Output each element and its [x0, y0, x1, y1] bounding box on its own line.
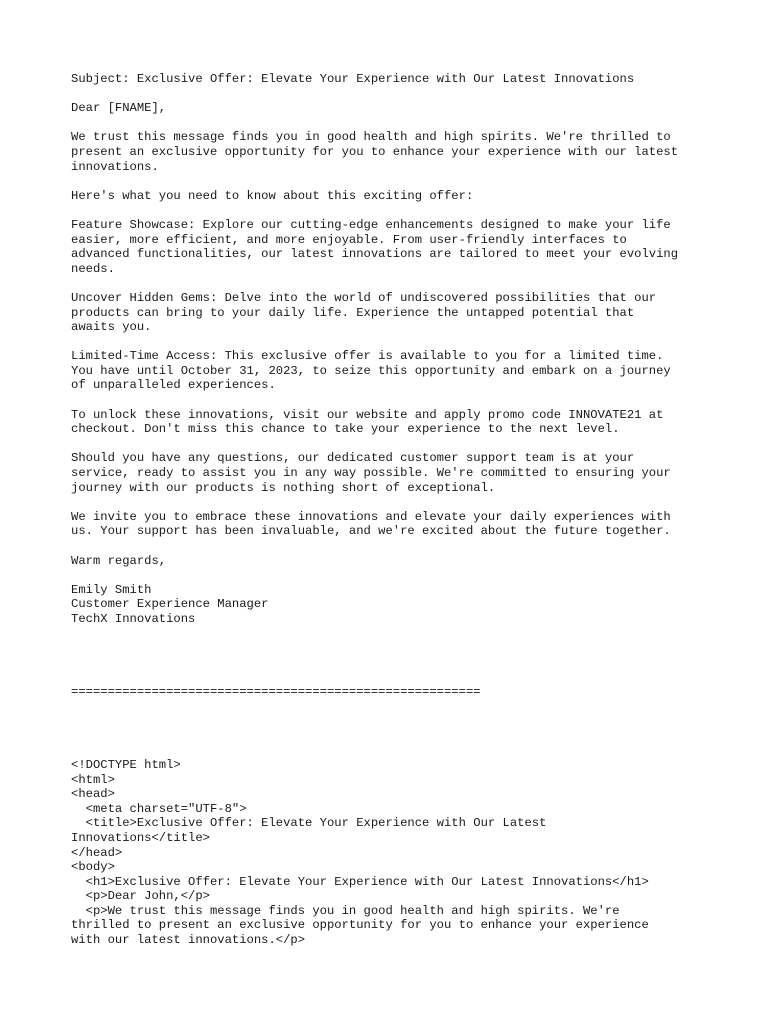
email-closing [71, 554, 711, 569]
code-line: <p>We trust this message finds you in good health and high spirits. We're [71, 903, 620, 918]
text-line: We invite you to embrace these innovations and elevate your daily experiences with [71, 509, 671, 524]
text-line: advanced functionalities, our latest innovations are tailored to meet your evolving [71, 247, 679, 262]
email-paragraph-feature-showcase [71, 218, 711, 276]
email-paragraph-limited-time [71, 349, 711, 393]
text-line: You have until October 31, 2023, to seize this opportunity and embark on a journey [71, 363, 671, 378]
text-line: awaits you. [71, 320, 152, 335]
signature-role: Customer Experience Manager [71, 597, 269, 612]
text-line: checkout. Don't miss this chance to take your experience to the next level. [71, 422, 620, 437]
email-paragraph-support [71, 451, 711, 495]
text-line: Should you have any questions, our dedicated customer support team is at your [71, 451, 635, 466]
email-paragraph-invitation [71, 510, 711, 539]
email-signature [71, 583, 711, 627]
text-line: Here's what you need to know about this exciting offer: [71, 188, 474, 203]
document-page [71, 72, 711, 948]
email-greeting: Dear [FNAME], [71, 101, 167, 116]
code-line: </head> [71, 845, 123, 860]
text-line: us. Your support has been invaluable, and we're excited about the future together. [71, 524, 671, 539]
code-line: with our latest innovations.</p> [71, 933, 306, 948]
text-line: Feature Showcase: Explore our cutting-edge enhancements designed to make your life [71, 217, 671, 232]
signature-name: Emily Smith [71, 582, 152, 597]
code-line: <body> [71, 860, 115, 875]
text-line: products can bring to your daily life. Experience the untapped potential that [71, 305, 635, 320]
text-line: of unparalleled experiences. [71, 378, 276, 393]
text-line: easier, more efficient, and more enjoyable. From user-friendly interfaces to [71, 232, 627, 247]
text-line: service, ready to assist you in any way possible. We're committed to ensuring your [71, 466, 671, 481]
html-code-block [71, 758, 711, 948]
email-paragraph-hidden-gems [71, 291, 711, 335]
text-line: journey with our products is nothing short of exceptional. [71, 480, 496, 495]
separator-line: ======================================================== [71, 684, 481, 699]
text-line: present an exclusive opportunity for you to enhance your experience with our latest [71, 144, 679, 159]
code-line: <meta charset="UTF-8"> [71, 801, 247, 816]
signature-company: TechX Innovations [71, 611, 196, 626]
code-line: <h1>Exclusive Offer: Elevate Your Experience with Our Latest Innovations</h1> [71, 874, 649, 889]
code-line: <html> [71, 772, 115, 787]
code-line: <head> [71, 787, 115, 802]
email-paragraph-promo-code [71, 408, 711, 437]
text-line: innovations. [71, 159, 159, 174]
text-line: needs. [71, 261, 115, 276]
text-line: Limited-Time Access: This exclusive offer is available to you for a limited time. [71, 349, 664, 364]
code-line: <p>Dear John,</p> [71, 889, 210, 904]
text-line: We trust this message finds you in good health and high spirits. We're thrilled to [71, 130, 671, 145]
text-line: Uncover Hidden Gems: Delve into the world of undiscovered possibilities that our [71, 290, 657, 305]
code-line: thrilled to present an exclusive opportunity for you to enhance your experience [71, 918, 649, 933]
text-line: To unlock these innovations, visit our website and apply promo code INNOVATE21 at [71, 407, 664, 422]
code-line: <!DOCTYPE html> [71, 757, 181, 772]
email-paragraph-intro [71, 130, 711, 174]
email-subject: Subject: Exclusive Offer: Elevate Your Experience with Our Latest Innovations [71, 72, 635, 86]
text-line: Warm regards, [71, 553, 167, 568]
code-line: <title>Exclusive Offer: Elevate Your Experience with Our Latest [71, 816, 547, 831]
code-line: Innovations</title> [71, 830, 210, 845]
email-paragraph-offer-intro [71, 189, 711, 204]
